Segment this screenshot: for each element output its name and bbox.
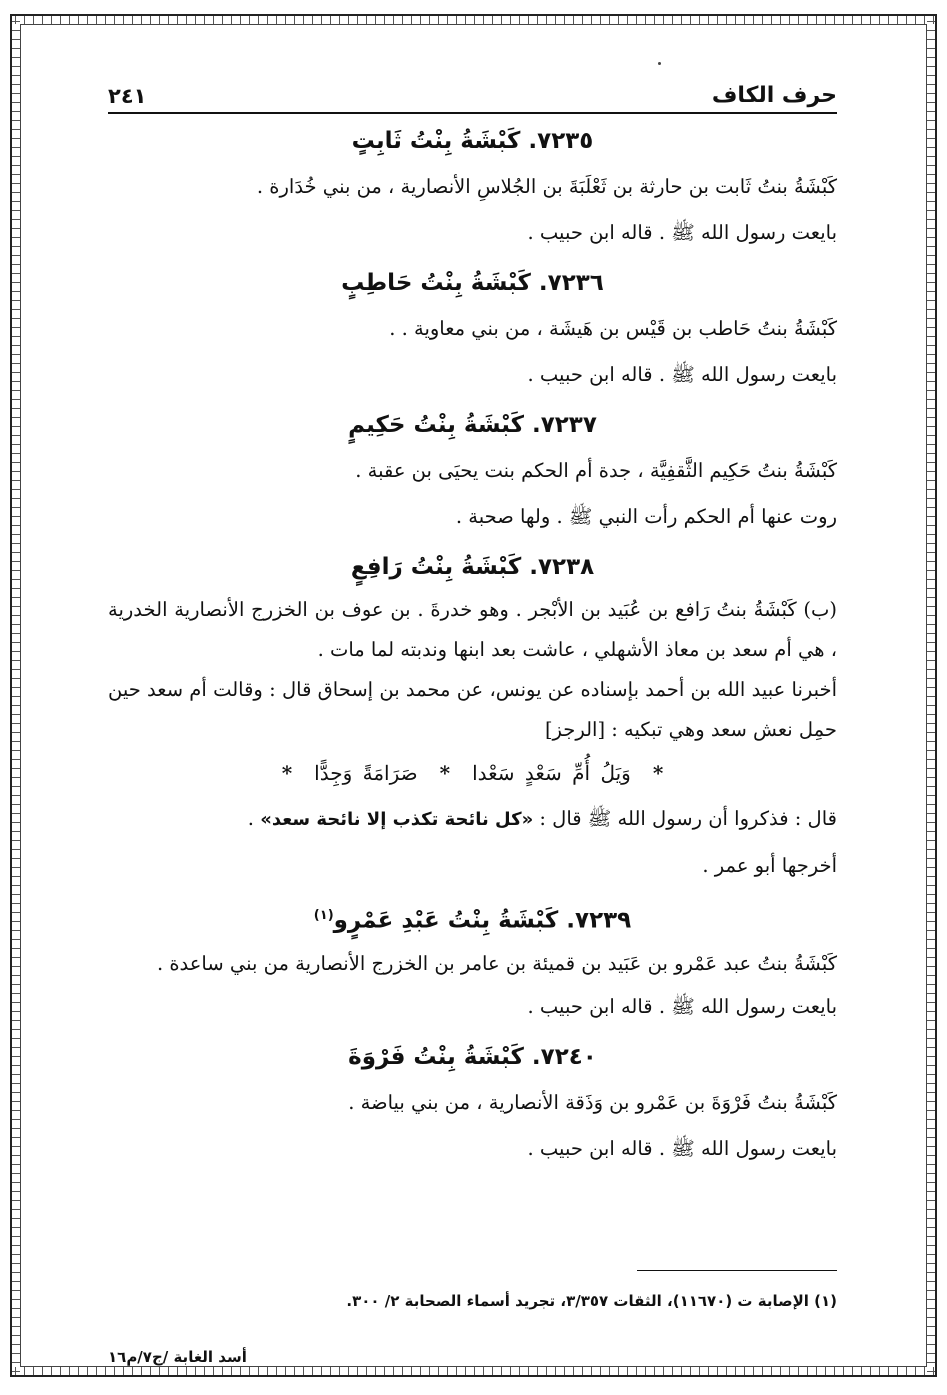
page-number: ٢٤١ — [108, 84, 147, 108]
running-header — [108, 70, 837, 114]
footnote: (١) الإصابة ت (١١٦٧٠)، الثقات ٣/٣٥٧، تجريد أسماء الصحابة ٢/ ٣٠٠. — [346, 1292, 837, 1310]
entry-title: ٧٢٣٧. كَبْشَةُ بِنْتُ حَكِيمٍ — [348, 412, 597, 438]
printer-signature: أسد الغابة /ج٧/م١٦ — [108, 1348, 247, 1366]
entry-line: كَبْشَةُ بنتُ حَكِيم الثَّقفِيَّة ، جدة أم الحكم بنت يحيَى بن عقبة . — [355, 459, 837, 482]
entry-line: بايعت رسول الله ﷺ . قاله ابن حبيب . — [527, 1136, 837, 1160]
entry-paragraph: (ب) كَبْشَةُ بنتُ رَافع بن عُبَيد بن الأبْجر . وهو خدرةَ . بن عوف بن الخزرج الأنصارية الخدرية ، هي أم سعد بن معاذ الأشهلي ، عاشت بعد ابنها وندبته لما مات . — [108, 598, 837, 661]
entry-line: كَبْشَةُ بنتُ حَاطب بن قَيْس بن هَيشَة ، من بني معاوية . . — [389, 317, 837, 340]
entry-7238 — [108, 550, 837, 889]
border-ornament-right — [927, 16, 935, 1375]
entry-paragraph: بايعت رسول الله ﷺ . قاله ابن حبيب . — [527, 994, 837, 1018]
footnote-ref: (١) — [313, 908, 334, 923]
entry-7240 — [108, 1040, 837, 1172]
entry-title: ٧٢٣٥. كَبْشَةُ بِنْتُ ثَابِتٍ — [351, 128, 594, 154]
entry-7236 — [108, 266, 837, 398]
entry-line: بايعت رسول الله ﷺ . قاله ابن حبيب . — [527, 221, 837, 244]
entry-paragraph: أخبرنا عبيد الله بن أحمد بإسناده عن يونس، عن محمد بن إسحاق قال : وقالت أم سعد حين حمِل نعش سعد وهي تبكيه : [الرجز] — [108, 678, 837, 741]
entry-7235 — [108, 124, 837, 256]
entry-title — [108, 899, 837, 938]
hadith-intro: قال : فذكروا أن رسول الله ﷺ قال : — [539, 807, 837, 830]
page-content — [108, 70, 837, 1366]
verse-hemistich-1: وَيَلُ أُمِّ سَعْدٍ سَعْدا — [472, 761, 631, 785]
chapter-title: حرف الكاف — [711, 83, 837, 108]
entry-paragraph: أخرجها أبو عمر . — [702, 854, 837, 877]
verse-star: * — [439, 761, 451, 785]
entry-title-text: ٧٢٣٩. كَبْشَةُ بِنْتُ عَبْدِ عَمْرٍو — [333, 907, 632, 934]
entry-7237 — [108, 408, 837, 540]
border-ornament-left — [12, 16, 20, 1375]
entry-line: كَبْشَةُ بنتُ ثَابت بن حارثة بن ثَعْلَبَةَ بن الجُلاسِ الأنصارية ، من بني خُدَارة . — [256, 175, 837, 198]
entry-line: بايعت رسول الله ﷺ . قاله ابن حبيب . — [527, 363, 837, 386]
entry-title: ٧٢٣٦. كَبْشَةُ بِنْتُ حَاطِبٍ — [341, 270, 604, 296]
border-ornament-top — [12, 16, 935, 24]
entry-title: ٧٢٣٨. كَبْشَةُ بِنْتُ رَافِعٍ — [350, 554, 595, 580]
verse-hemistich-2: صَرَامَةً وَجِدًّا — [314, 761, 418, 785]
entry-line: كَبْشَةُ بنتُ فَرْوَةَ بن عَمْرو بن وَذَقة الأنصارية ، من بني بياضة . — [348, 1090, 837, 1114]
entry-paragraph — [108, 796, 837, 843]
hadith-quote: «كل نائحة تكذب إلا نائحة سعد» — [260, 809, 534, 830]
entry-paragraph: كَبْشَةُ بنتُ عبد عَمْرو بن عَبَيد بن قميئة بن عامر بن الخزرج الأنصارية من بني ساعدة . — [156, 951, 837, 975]
verse-star: * — [281, 761, 293, 785]
entry-line: روت عنها أم الحكم رأت النبي ﷺ . ولها صحبة . — [455, 505, 837, 528]
verse-star: * — [652, 761, 664, 785]
verse-line — [108, 750, 837, 796]
print-speck — [658, 62, 661, 65]
entry-7239 — [108, 899, 837, 1030]
hadith-end: . — [247, 807, 261, 830]
entry-title: ٧٢٤٠. كَبْشَةُ بِنْتُ فَرْوَةَ — [348, 1043, 597, 1070]
border-ornament-bottom — [12, 1367, 935, 1375]
footnote-rule — [637, 1270, 837, 1271]
